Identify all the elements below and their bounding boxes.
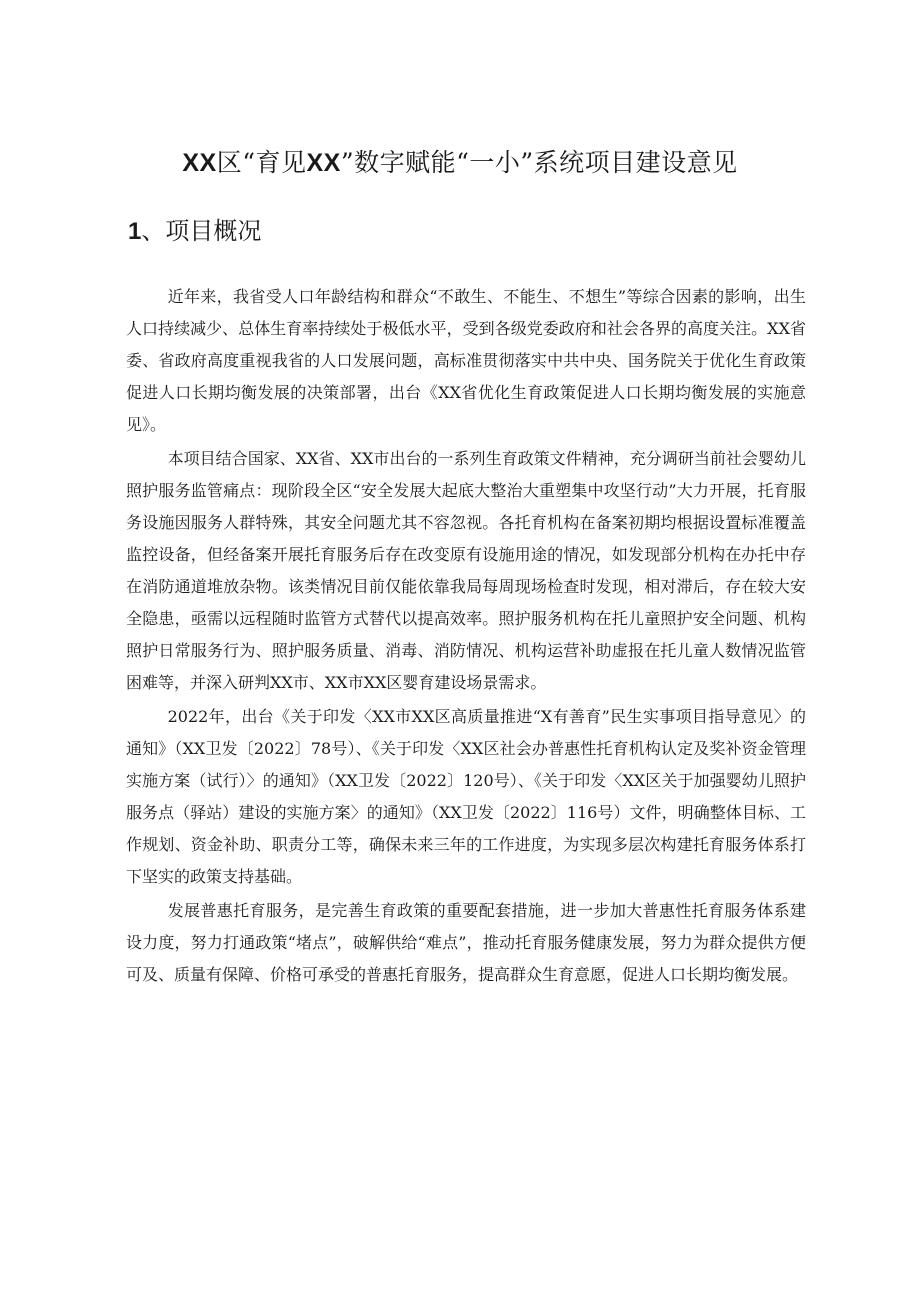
title-part-b: 区“育见 xyxy=(216,148,307,177)
paragraph-4: 发展普惠托育服务，是完善生育政策的重要配套措施，进一步加大普惠性托育服务体系建设力度，努力打通政策“堵点”，破解供给“难点”，推动托育服务健康发展，努力为群众提供方便可及、质量有保障、价格可承受的普惠托育服务，提高群众生育意愿，促进人口长期均衡发展。 xyxy=(126,901,806,984)
title-part-a: XX xyxy=(182,149,217,177)
title-part-c: XX xyxy=(306,149,341,177)
paragraph-1: 近年来，我省受人口年龄结构和群众“不敢生、不能生、不想生”等综合因素的影响，出生人口持续减少、总体生育率持续处于极低水平，受到各级党委政府和社会各界的高度关注。XX省委、省政府高度重视我省的人口发展问题，高标准贯彻落实中共中央、国务院关于优化生育政策促进人口长期均衡发展的决策部署，出台《XX省优化生育政策促进人口长期均衡发展的实施意见》。 xyxy=(126,287,806,434)
paragraph-2: 本项目结合国家、XX省、XX市出台的一系列生育政策文件精神，充分调研当前社会婴幼儿照护服务监管痛点：现阶段全区“安全发展大起底大整治大重塑集中攻坚行动”大力开展，托育服务设施因服务人群特殊，其安全问题尤其不容忽视。各托育机构在备案初期均根据设置标准覆盖监控设备，但经备案开展托育服务后存在改变原有设施用途的情况，如发现部分机构在办托中存在消防通道堆放杂物。该类情况目前仅能依靠我局每周现场检查时发现，相对滞后，存在较大安全隐患，亟需以远程随时监管方式替代以提高效率。照护服务机构在托儿童照护安全问题、机构照护日常服务行为、照护服务质量、消毒、消防情况、机构运营补助虚报在托儿童人数情况监管困难等，并深入研判XX市、XX市XX区婴育建设场景需求。 xyxy=(126,449,806,692)
section-heading xyxy=(128,213,261,250)
section-heading-text: 、项目概况 xyxy=(141,217,262,245)
title-part-d: ”数字赋能“一小”系统项目建设意见 xyxy=(340,148,738,177)
document-body xyxy=(126,281,806,993)
document-title xyxy=(0,143,920,183)
section-number: 1 xyxy=(128,218,142,245)
paragraph-3: 2022年，出台《关于印发〈XX市XX区高质量推进“X有善育”民生实事项目指导意见〉的通知》（XX卫发〔2022〕78号）、《关于印发〈XX区社会办普惠性托育机构认定及奖补资金管理实施方案（试行）〉的通知》（XX卫发〔2022〕120号）、《关于印发〈XX区关于加强婴幼儿照护服务点（驿站）建设的实施方案〉的通知》（XX卫发〔2022〕116号）文件，明确整体目标、工作规划、资金补助、职责分工等，确保未来三年的工作进度，为实现多层次构建托育服务体系打下坚实的政策支持基础。 xyxy=(126,707,806,886)
